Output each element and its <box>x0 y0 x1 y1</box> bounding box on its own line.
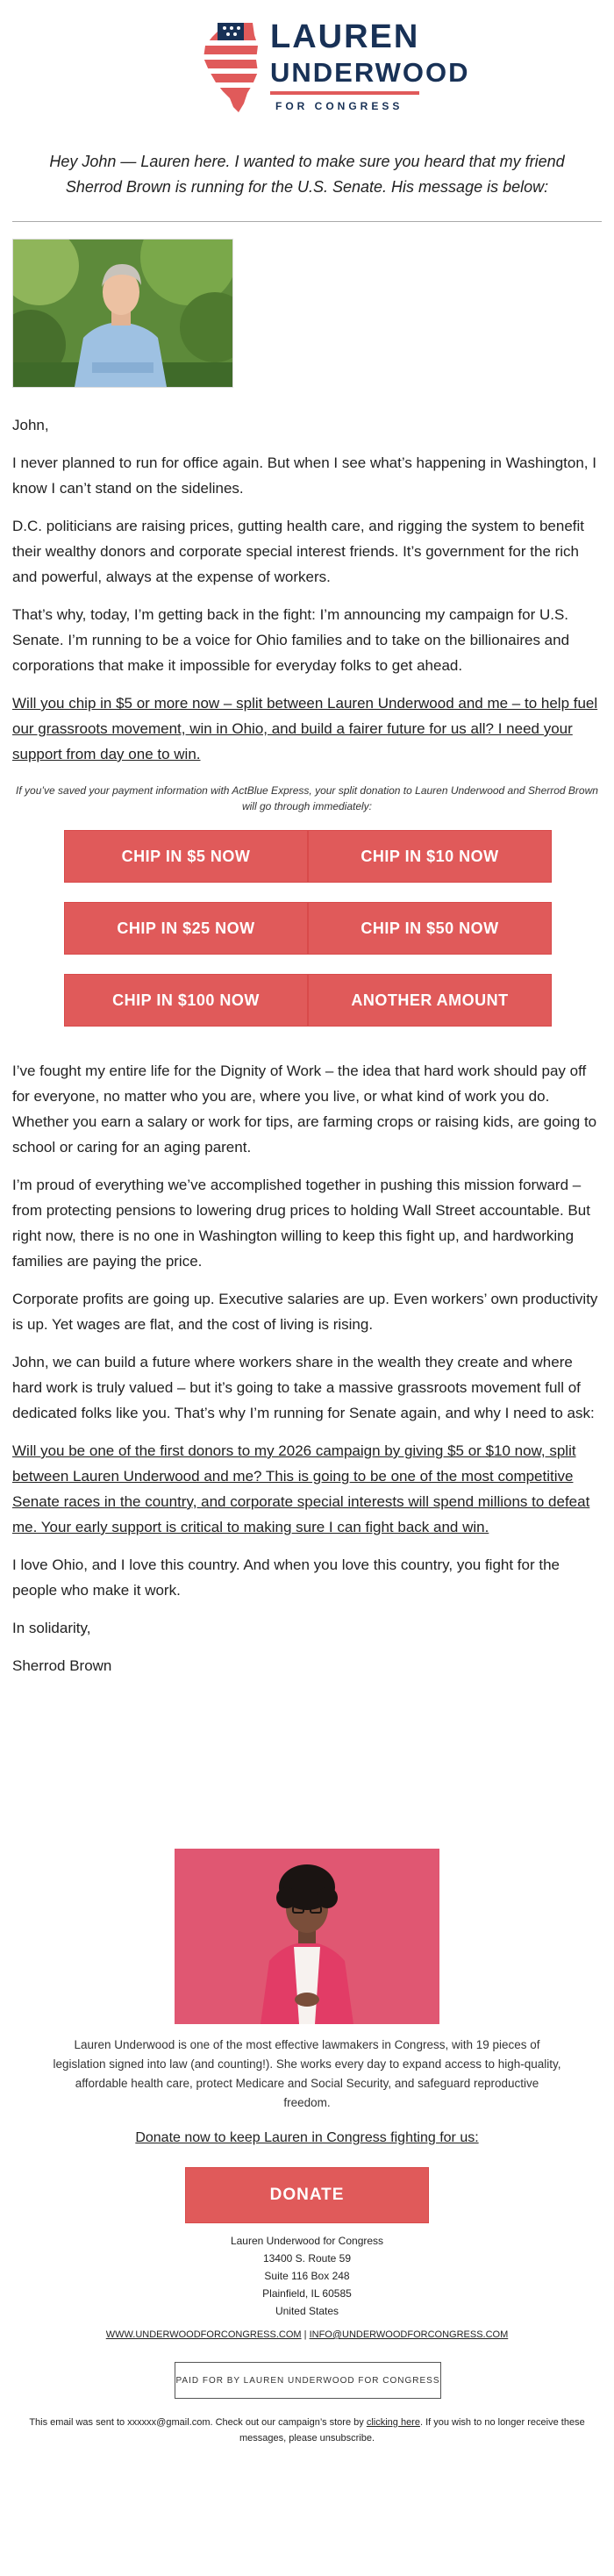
intro-text: Hey John — Lauren here. I wanted to make sure you heard that my friend Sherrod Brown is running for the U.S. Senate. His message is below: <box>49 153 565 196</box>
chip-in-25-button[interactable]: CHIP IN $25 NOW <box>64 902 308 955</box>
greeting: John, <box>12 417 49 433</box>
lauren-underwood-photo <box>175 1849 439 2024</box>
address-line: Suite 116 Box 248 <box>264 2270 350 2282</box>
illinois-flag-icon <box>200 19 261 116</box>
another-amount-button[interactable]: ANOTHER AMOUNT <box>308 974 552 1027</box>
letter-part-2 <box>12 1058 602 1691</box>
store-link[interactable]: clicking here <box>366 2417 420 2428</box>
paragraph: Corporate profits are going up. Executive salaries are up. Even workers’ own productivity is up. Yet wages are flat, and the cost of living is rising. <box>12 1291 598 1333</box>
website-link[interactable]: WWW.UNDERWOODFORCONGRESS.COM <box>105 2329 302 2340</box>
donate-button[interactable]: DONATE <box>185 2167 429 2223</box>
paragraph: I never planned to run for office again. But when I see what’s happening in Washington, I know I can’t stand on the sidelines. <box>12 454 596 497</box>
logo-name-first: LAUREN <box>270 18 420 55</box>
header <box>0 0 614 149</box>
chip-in-50-button[interactable]: CHIP IN $50 NOW <box>308 902 552 955</box>
email-link[interactable]: INFO@UNDERWOODFORCONGRESS.COM <box>309 2329 509 2340</box>
donation-ask-link[interactable]: Will you be one of the first donors to my 2026 campaign by giving $5 or $10 now, split between Lauren Underwood and me? This is going to be one of the most competitive Senate races in the country, and corporate special interests will spend millions to defeat me. Your early support is critical to making sure I can fight back and win. <box>12 1442 590 1535</box>
actblue-express-note: If you’ve saved your payment information with ActBlue Express, your split donation to Lauren Underwood and Sherrod Brown will go through immediately: <box>16 784 598 812</box>
lauren-bio: Lauren Underwood is one of the most effective lawmakers in Congress, with 19 pieces of legislation signed into law (and counting!). She works every day to expand access to high-quality, affordable health care, protect Medicare and Social Security, and safeguard reproductive freedom. <box>53 2038 561 2109</box>
logo-subtitle: FOR CONGRESS <box>275 100 403 112</box>
letter-part-1 <box>12 412 602 779</box>
paragraph: I’m proud of everything we’ve accomplished together in pushing this mission forward – from protecting pensions to lowering drug prices to holding Wall Street accountable. But right now, there is no one in Washington willing to keep this fight up, and hardworking families are paying the price. <box>12 1177 590 1270</box>
logo-rule <box>270 91 419 95</box>
footer-links <box>53 2329 561 2340</box>
fine-print <box>26 2415 588 2446</box>
closing: In solidarity, <box>12 1620 91 1636</box>
paragraph: John, we can build a future where workers share in the wealth they create and where hard work is truly valued – but it’s going to take a massive grassroots movement full of dedicated folks like you. That’s why I’m running for Senate again, and why I need to ask: <box>12 1354 595 1421</box>
fine-print-text: . If you wish to no longer receive these messages, please unsubscribe. <box>239 2417 585 2444</box>
address-line: United States <box>275 2305 339 2317</box>
address-line: Plainfield, IL 60585 <box>262 2287 352 2300</box>
address-line: Lauren Underwood for Congress <box>230 2235 384 2247</box>
paragraph: That’s why, today, I’m getting back in the fight: I’m announcing my campaign for U.S. Senate. I’m running to be a voice for Ohio families and to take on the billionaires and corporations that make it impossible for everyday folks to get ahead. <box>12 606 570 674</box>
chip-in-5-button[interactable]: CHIP IN $5 NOW <box>64 830 308 883</box>
chip-in-10-button[interactable]: CHIP IN $10 NOW <box>308 830 552 883</box>
paragraph: D.C. politicians are raising prices, gutting health care, and rigging the system to benefit their wealthy donors and corporate special interest friends. It’s government for the rich and powerful, always at the expense of workers. <box>12 518 585 585</box>
paragraph: I love Ohio, and I love this country. And when you love this country, you fight for the people who make it work. <box>12 1556 560 1599</box>
address-line: 13400 S. Route 59 <box>262 2252 352 2265</box>
signature: Sherrod Brown <box>12 1657 112 1674</box>
paragraph: I’ve fought my entire life for the Dignity of Work – the idea that hard work should pay off for everyone, no matter who you are, where you live, or what kind of work you do. Whether you earn a salary or work for tips, are farming crops or raising kids, are going to school or caring for an aging parent. <box>12 1063 597 1156</box>
link-separator: | <box>303 2329 307 2340</box>
mailing-address <box>53 2232 561 2320</box>
donation-ask-link[interactable]: Will you chip in $5 or more now – split between Lauren Underwood and me – to help fuel our grassroots movement, win in Ohio, and build a fairer future for us all? I need your support from day one to win. <box>12 695 598 762</box>
logo-name-last: UNDERWOOD <box>270 57 470 88</box>
chip-in-100-button[interactable]: CHIP IN $100 NOW <box>64 974 308 1027</box>
fine-print-text: This email was sent to xxxxxx@gmail.com. Check out our campaign’s store by <box>29 2417 364 2428</box>
sherrod-brown-photo <box>12 239 233 388</box>
donate-link[interactable]: Donate now to keep Lauren in Congress fighting for us: <box>135 2130 479 2145</box>
paid-for-box: PAID FOR BY LAUREN UNDERWOOD FOR CONGRESS <box>175 2362 441 2399</box>
campaign-logo <box>200 18 470 118</box>
divider <box>12 221 602 222</box>
